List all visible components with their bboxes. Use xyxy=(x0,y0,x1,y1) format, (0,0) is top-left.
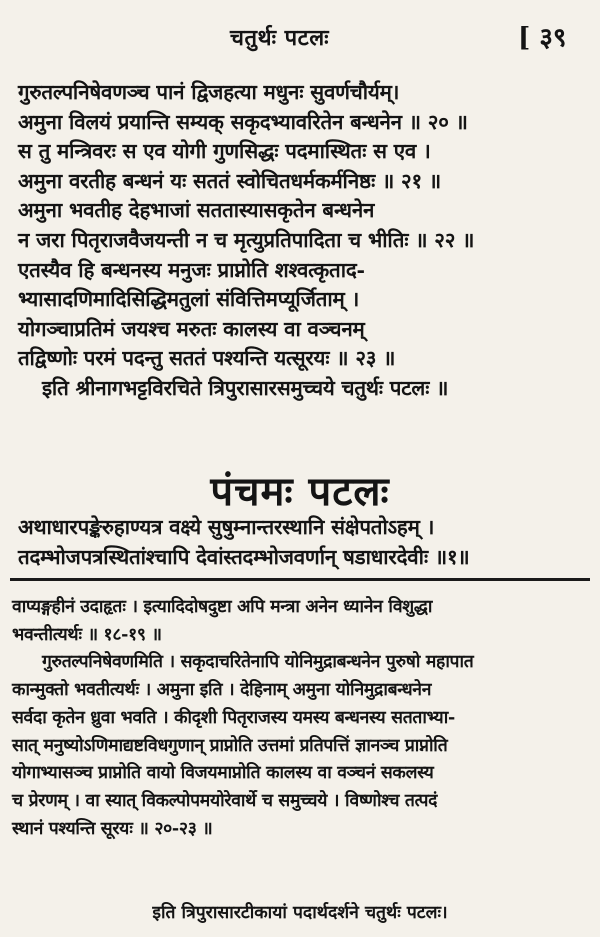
commentary-line: गुरुतल्पनिषेवणमिति । सकृदाचरितेनापि योनिमुद्राबन्धनेन पुरुषो महापात xyxy=(42,652,474,673)
verse-line: योगञ्चाप्रतिमं जयश्च मरुतः कालस्य वा वञ्चनम् xyxy=(18,316,365,341)
commentary-line: भवन्तीत्यर्थः ॥ १८-१९ ॥ xyxy=(12,624,162,645)
verse-line: अमुना वरतीह बन्धनं यः सततं स्वोचितधर्मकर्मनिष्ठः ॥ २१ ॥ xyxy=(18,168,441,193)
commentary-line: सात् मनुष्योऽणिमाद्यष्टविधगुणान् प्राप्नोति उत्तमां प्रतिपत्तिं ज्ञानञ्च प्राप्नोति xyxy=(12,735,448,756)
commentary-line: स्थानं पश्यन्ति सूरयः ॥ २०-२३ ॥ xyxy=(12,818,213,839)
verse-line: अमुना विलयं प्रयान्ति सम्यक् सकृदभ्यावरितेन बन्धनेन ॥ २० ॥ xyxy=(18,109,468,134)
page-header xyxy=(0,18,600,58)
verse-line: तद्विष्णोः परमं पदन्तु सततं पश्यन्ति यत्सूरयः ॥ २३ ॥ xyxy=(18,346,396,371)
chapter-colophon: इति श्रीनागभट्टविरचिते त्रिपुरासारसमुच्चये चतुर्थः पटलः ॥ xyxy=(42,375,449,400)
verse-line: स तु मन्त्रिवरः स एव योगी गुणसिद्धः पदमास्थितः स एव । xyxy=(18,139,431,164)
verse-line: एतस्यैव हि बन्धनस्य मनुजः प्राप्नोति शश्वत्कृताद- xyxy=(18,257,365,282)
verse-line: तदम्भोजपत्रस्थितांश्चापि देवांस्तदम्भोजवर्णान् षडाधारदेवीः ॥१॥ xyxy=(18,544,470,569)
commentary-line: च प्रेरणम् । वा स्यात् विकल्पोपमयोरेवार्थे च समुच्चये । विष्णोश्च तत्पदं xyxy=(12,790,438,811)
commentary-line: सर्वदा कृतेन ध्रुवा भवति । कीदृशी पितृराजस्य यमस्य बन्धनस्य सतताभ्या- xyxy=(12,707,455,728)
verse-line: गुरुतल्पनिषेवणञ्च पानं द्विजहत्या मधुनः सुवर्णचौर्यम्। xyxy=(18,80,400,104)
verse-block-2 xyxy=(18,513,588,572)
commentary-line: योगाभ्यासञ्च प्राप्नोति वायो विजयमाप्नोति कालस्य वा वञ्चनं सकलस्य xyxy=(12,763,434,784)
divider-rule xyxy=(10,578,590,581)
running-head: चतुर्थः पटलः xyxy=(230,25,330,51)
page-number: [ ३९ xyxy=(518,23,567,53)
commentary-line: कान्मुक्तो भवतीत्यर्थः । अमुना इति । देहिनाम् अमुना योनिमुद्राबन्धनेन xyxy=(12,680,432,701)
verse-line: भ्यासादणिमादिसिद्धिमतुलां संवित्तिमप्यूर्जिताम् । xyxy=(18,287,360,312)
commentary-block xyxy=(12,594,592,843)
chapter-title: पंचमः पटलः xyxy=(210,468,390,515)
commentary-line: वाप्यङ्गहीनं उदाहृतः । इत्यादिदोषदुष्टा अपि मन्त्रा अनेन ध्यानेन विशुद्धा xyxy=(12,597,433,617)
verse-block xyxy=(18,78,588,404)
verse-line: न जरा पितृराजवैजयन्ती न च मृत्युप्रतिपादिता च भीतिः ॥ २२ ॥ xyxy=(18,227,475,252)
commentary-colophon: इति त्रिपुरासारटीकायां पदार्थदर्शने चतुर्थः पटलः। xyxy=(152,903,448,923)
verse-line: अमुना भवतीह देहभाजां सततास्यासकृतेन बन्धनेन xyxy=(18,198,375,223)
verse-line: अथाधारपङ्केरुहाण्यत्र वक्ष्ये सुषुम्नान्तरस्थानि संक्षेपतोऽहम् । xyxy=(18,515,435,539)
